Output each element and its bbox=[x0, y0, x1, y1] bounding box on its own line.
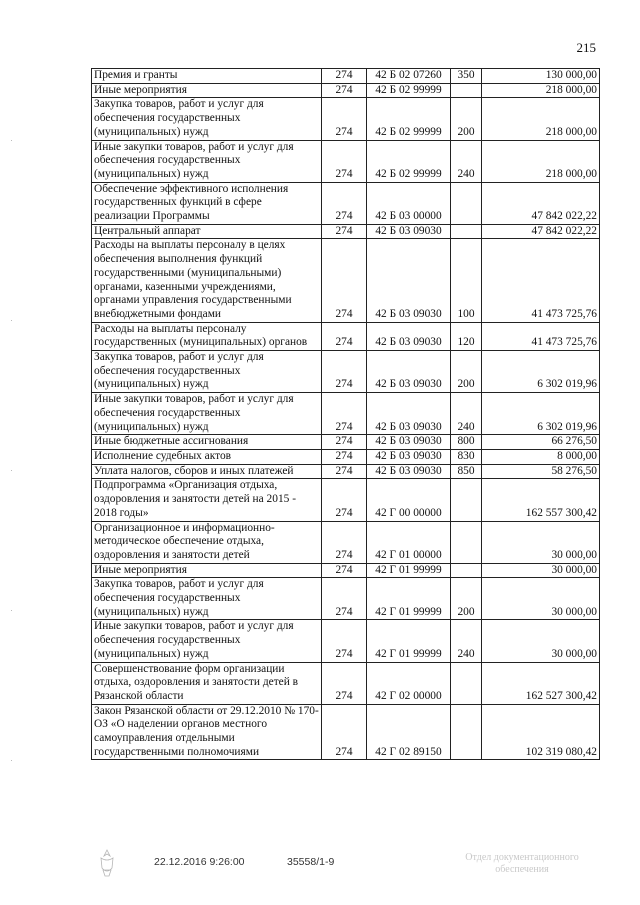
row-target-article-cell: 42 Б 03 00000 bbox=[367, 182, 451, 224]
row-amount-cell: 58 276,50 bbox=[482, 464, 600, 479]
row-amount-cell: 218 000,00 bbox=[482, 98, 600, 140]
row-name-cell: Иные закупки товаров, работ и услуг для обеспечения государственных (муниципальных) нужд bbox=[92, 393, 322, 435]
row-amount-cell: 66 276,50 bbox=[482, 435, 600, 450]
row-admin-code-cell: 274 bbox=[322, 393, 367, 435]
row-name-cell: Совершенствование форм организации отдыха, оздоровления и занятости детей в Рязанской области bbox=[92, 662, 322, 704]
row-admin-code-cell: 274 bbox=[322, 322, 367, 350]
budget-table-body bbox=[92, 69, 600, 760]
row-expense-type-cell: 100 bbox=[451, 239, 482, 322]
row-target-article-cell: 42 Б 03 09030 bbox=[367, 393, 451, 435]
table-row bbox=[92, 704, 600, 760]
row-amount-cell: 6 302 019,96 bbox=[482, 393, 600, 435]
row-name-cell: Закупка товаров, работ и услуг для обеспечения государственных (муниципальных) нужд bbox=[92, 98, 322, 140]
table-row bbox=[92, 224, 600, 239]
row-name-cell: Иные закупки товаров, работ и услуг для обеспечения государственных (муниципальных) нужд bbox=[92, 620, 322, 662]
table-row bbox=[92, 239, 600, 322]
row-name-cell: Организационное и информационно-методическое обеспечение отдыха, оздоровления и занятости детей bbox=[92, 521, 322, 563]
table-row bbox=[92, 98, 600, 140]
row-name-cell: Иные бюджетные ассигнования bbox=[92, 435, 322, 450]
row-target-article-cell: 42 Б 02 07260 bbox=[367, 69, 451, 84]
row-name-cell: Расходы на выплаты персоналу в целях обеспечения выполнения функций государственными (муниципальными) органами, казенными учреждениями, органами управления государственными внебюджетными фондами bbox=[92, 239, 322, 322]
row-expense-type-cell: 800 bbox=[451, 435, 482, 450]
row-amount-cell: 30 000,00 bbox=[482, 521, 600, 563]
row-amount-cell: 102 319 080,42 bbox=[482, 704, 600, 760]
footer-date: 22.12.2016 9:26:00 bbox=[154, 856, 245, 868]
row-expense-type-cell: 240 bbox=[451, 393, 482, 435]
row-name-cell: Уплата налогов, сборов и иных платежей bbox=[92, 464, 322, 479]
row-amount-cell: 47 842 022,22 bbox=[482, 224, 600, 239]
row-admin-code-cell: 274 bbox=[322, 620, 367, 662]
row-name-cell: Премия и гранты bbox=[92, 69, 322, 84]
row-admin-code-cell: 274 bbox=[322, 239, 367, 322]
row-name-cell: Центральный аппарат bbox=[92, 224, 322, 239]
watermark-stamp: Отдел документационного обеспечения bbox=[465, 852, 579, 875]
row-admin-code-cell: 274 bbox=[322, 435, 367, 450]
row-amount-cell: 218 000,00 bbox=[482, 140, 600, 182]
row-name-cell: Закупка товаров, работ и услуг для обеспечения государственных (муниципальных) нужд bbox=[92, 351, 322, 393]
row-target-article-cell: 42 Г 01 99999 bbox=[367, 578, 451, 620]
table-row bbox=[92, 620, 600, 662]
row-name-cell: Иные мероприятия bbox=[92, 83, 322, 98]
row-target-article-cell: 42 Б 02 99999 bbox=[367, 140, 451, 182]
table-row bbox=[92, 322, 600, 350]
table-row bbox=[92, 449, 600, 464]
row-target-article-cell: 42 Г 01 00000 bbox=[367, 521, 451, 563]
row-amount-cell: 41 473 725,76 bbox=[482, 322, 600, 350]
row-admin-code-cell: 274 bbox=[322, 140, 367, 182]
scan-margin-dots bbox=[10, 0, 13, 905]
row-expense-type-cell bbox=[451, 563, 482, 578]
row-expense-type-cell: 200 bbox=[451, 351, 482, 393]
row-expense-type-cell bbox=[451, 521, 482, 563]
row-admin-code-cell: 274 bbox=[322, 479, 367, 521]
row-amount-cell: 162 527 300,42 bbox=[482, 662, 600, 704]
row-admin-code-cell: 274 bbox=[322, 351, 367, 393]
row-expense-type-cell bbox=[451, 83, 482, 98]
row-amount-cell: 41 473 725,76 bbox=[482, 239, 600, 322]
row-expense-type-cell: 850 bbox=[451, 464, 482, 479]
table-row bbox=[92, 563, 600, 578]
row-name-cell: Расходы на выплаты персоналу государственных (муниципальных) органов bbox=[92, 322, 322, 350]
row-amount-cell: 30 000,00 bbox=[482, 563, 600, 578]
row-admin-code-cell: 274 bbox=[322, 224, 367, 239]
row-target-article-cell: 42 Б 03 09030 bbox=[367, 239, 451, 322]
row-admin-code-cell: 274 bbox=[322, 578, 367, 620]
row-target-article-cell: 42 Б 03 09030 bbox=[367, 351, 451, 393]
table-row bbox=[92, 182, 600, 224]
row-expense-type-cell: 350 bbox=[451, 69, 482, 84]
row-target-article-cell: 42 Г 01 99999 bbox=[367, 620, 451, 662]
row-name-cell: Закупка товаров, работ и услуг для обеспечения государственных (муниципальных) нужд bbox=[92, 578, 322, 620]
row-expense-type-cell bbox=[451, 479, 482, 521]
row-admin-code-cell: 274 bbox=[322, 704, 367, 760]
row-admin-code-cell: 274 bbox=[322, 464, 367, 479]
row-target-article-cell: 42 Б 03 09030 bbox=[367, 224, 451, 239]
row-admin-code-cell: 274 bbox=[322, 662, 367, 704]
row-amount-cell: 218 000,00 bbox=[482, 83, 600, 98]
row-expense-type-cell bbox=[451, 182, 482, 224]
row-amount-cell: 130 000,00 bbox=[482, 69, 600, 84]
row-expense-type-cell: 240 bbox=[451, 620, 482, 662]
table-row bbox=[92, 393, 600, 435]
row-target-article-cell: 42 Б 03 09030 bbox=[367, 464, 451, 479]
row-admin-code-cell: 274 bbox=[322, 182, 367, 224]
row-admin-code-cell: 274 bbox=[322, 98, 367, 140]
row-admin-code-cell: 274 bbox=[322, 563, 367, 578]
table-row bbox=[92, 140, 600, 182]
row-target-article-cell: 42 Г 01 99999 bbox=[367, 563, 451, 578]
row-name-cell: Исполнение судебных актов bbox=[92, 449, 322, 464]
row-expense-type-cell: 120 bbox=[451, 322, 482, 350]
row-expense-type-cell bbox=[451, 662, 482, 704]
table-row bbox=[92, 479, 600, 521]
row-amount-cell: 8 000,00 bbox=[482, 449, 600, 464]
row-target-article-cell: 42 Г 02 00000 bbox=[367, 662, 451, 704]
row-target-article-cell: 42 Б 02 99999 bbox=[367, 83, 451, 98]
row-amount-cell: 47 842 022,22 bbox=[482, 182, 600, 224]
row-amount-cell: 30 000,00 bbox=[482, 578, 600, 620]
row-admin-code-cell: 274 bbox=[322, 69, 367, 84]
table-row bbox=[92, 69, 600, 84]
row-amount-cell: 162 557 300,42 bbox=[482, 479, 600, 521]
row-expense-type-cell: 830 bbox=[451, 449, 482, 464]
table-row bbox=[92, 578, 600, 620]
table-row bbox=[92, 464, 600, 479]
row-admin-code-cell: 274 bbox=[322, 449, 367, 464]
row-name-cell: Подпрограмма «Организация отдыха, оздоровления и занятости детей на 2015 - 2018 годы» bbox=[92, 479, 322, 521]
row-name-cell: Закон Рязанской области от 29.12.2010 № 170-ОЗ «О наделении органов местного самоуправления отдельными государственными полномочиями bbox=[92, 704, 322, 760]
table-row bbox=[92, 351, 600, 393]
row-target-article-cell: 42 Б 03 09030 bbox=[367, 449, 451, 464]
table-row bbox=[92, 521, 600, 563]
row-target-article-cell: 42 Б 03 09030 bbox=[367, 322, 451, 350]
footer-doc-number: 35558/1-9 bbox=[287, 856, 335, 868]
emblem-icon bbox=[96, 848, 118, 878]
row-target-article-cell: 42 Б 03 09030 bbox=[367, 435, 451, 450]
row-expense-type-cell: 200 bbox=[451, 98, 482, 140]
row-target-article-cell: 42 Г 00 00000 bbox=[367, 479, 451, 521]
row-expense-type-cell: 240 bbox=[451, 140, 482, 182]
row-target-article-cell: 42 Б 02 99999 bbox=[367, 98, 451, 140]
row-expense-type-cell bbox=[451, 224, 482, 239]
row-name-cell: Иные мероприятия bbox=[92, 563, 322, 578]
row-amount-cell: 30 000,00 bbox=[482, 620, 600, 662]
table-row bbox=[92, 435, 600, 450]
row-expense-type-cell: 200 bbox=[451, 578, 482, 620]
row-admin-code-cell: 274 bbox=[322, 521, 367, 563]
budget-table bbox=[91, 68, 600, 760]
row-amount-cell: 6 302 019,96 bbox=[482, 351, 600, 393]
row-admin-code-cell: 274 bbox=[322, 83, 367, 98]
table-row bbox=[92, 83, 600, 98]
table-row bbox=[92, 662, 600, 704]
row-name-cell: Иные закупки товаров, работ и услуг для обеспечения государственных (муниципальных) нужд bbox=[92, 140, 322, 182]
row-target-article-cell: 42 Г 02 89150 bbox=[367, 704, 451, 760]
row-name-cell: Обеспечение эффективного исполнения государственных функций в сфере реализации Программы bbox=[92, 182, 322, 224]
page-number: 215 bbox=[576, 40, 596, 55]
row-expense-type-cell bbox=[451, 704, 482, 760]
